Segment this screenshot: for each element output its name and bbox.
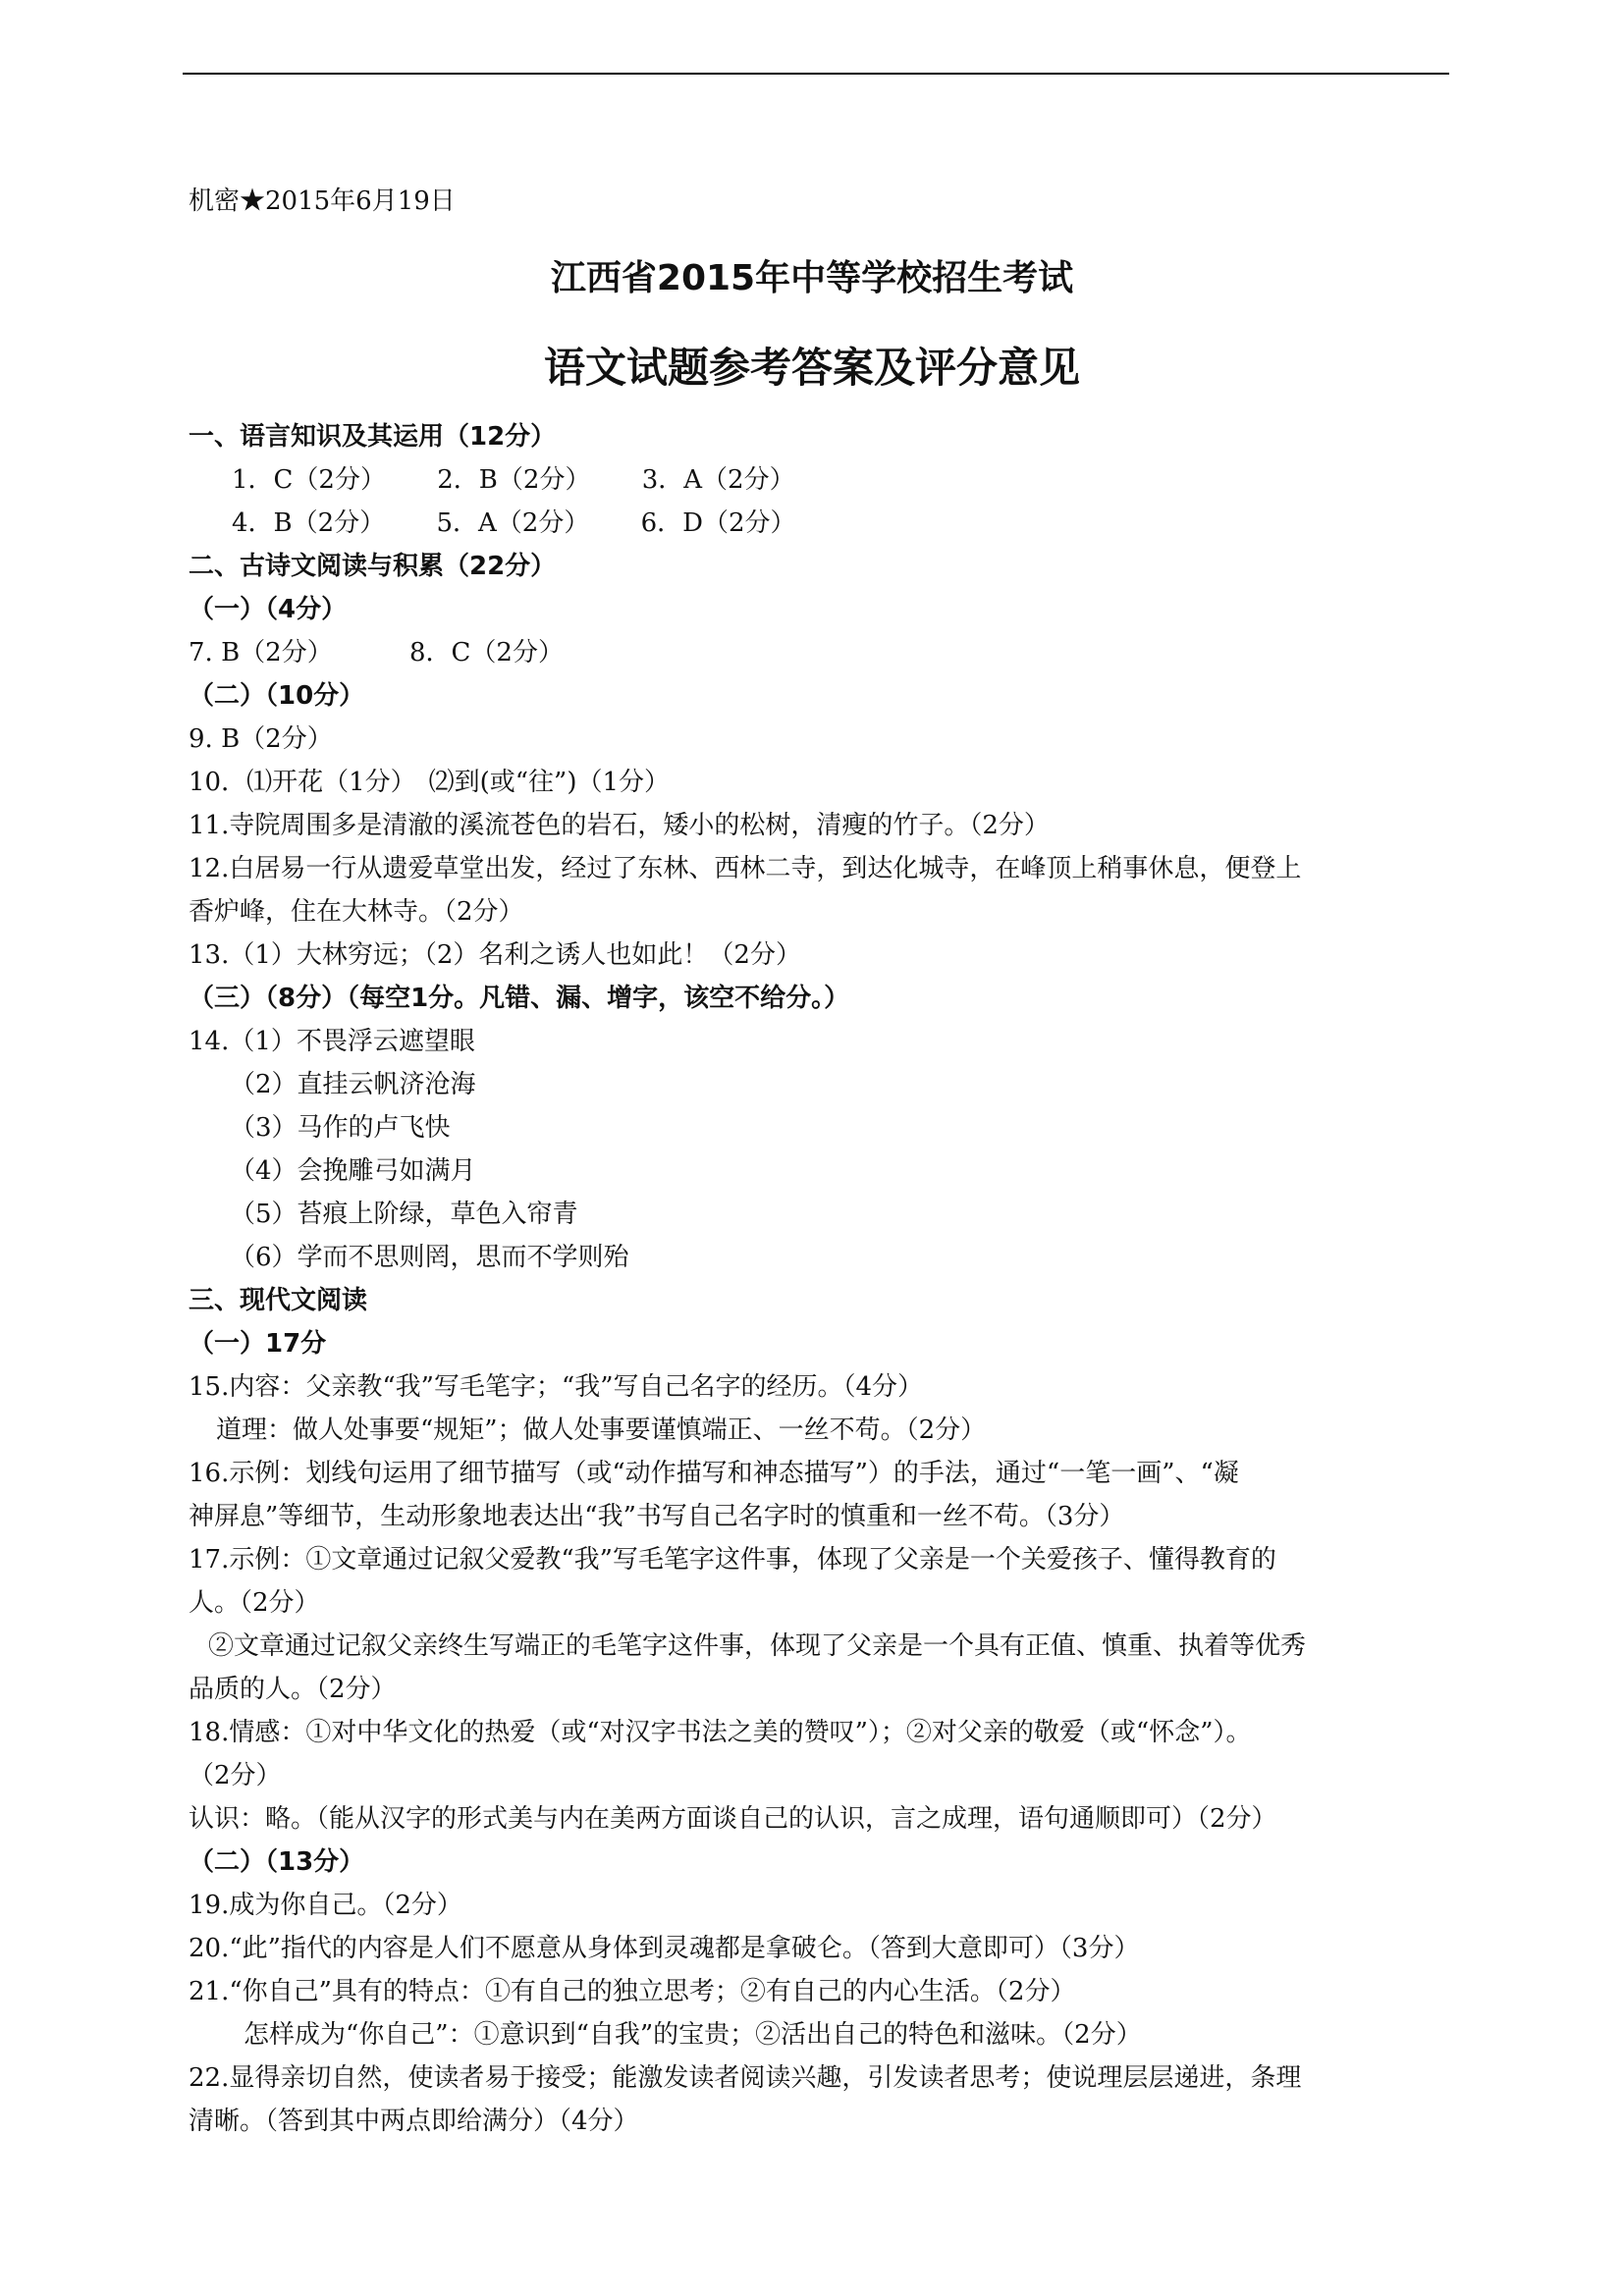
section-3-heading: 三、现代文阅读 xyxy=(189,1286,368,1315)
section-2-part-1: （一）（4分） xyxy=(189,595,348,624)
answer-q16-line-1: 16.示例：划线句运用了细节描写（或“动作描写和神态描写”）的手法，通过“一笔一画”、“凝 xyxy=(189,1459,1239,1488)
answer-q2: 2．B（2分） xyxy=(437,465,591,495)
section-3-part-2: （二）（13分） xyxy=(189,1847,365,1877)
answer-q5: 5．A（2分） xyxy=(436,508,590,538)
confidential-date: 机密★2015年6月19日 xyxy=(189,187,456,216)
section-2-part-2: （二）（10分） xyxy=(189,681,365,711)
answer-q10: 10．⑴开花（1分） ⑵到(或“往”)（1分） xyxy=(189,768,671,797)
answer-q1: 1．C（2分） xyxy=(232,465,386,495)
answer-q18-line-1: 18.情感：①对中华文化的热爱（或“对汉字书法之美的赞叹”）；②对父亲的敬爱（或“怀念”）。 xyxy=(189,1718,1252,1747)
answer-row-1 xyxy=(232,463,795,497)
answer-q6: 6．D（2分） xyxy=(640,508,796,538)
answer-q13: 13.（1）大林穷远；（2）名利之诱人也如此！（2分） xyxy=(189,940,801,970)
section-2-part-3: （三）（8分）（每空1分。凡错、漏、增字，该空不给分。） xyxy=(189,984,850,1013)
answer-q22-line-2: 清晰。（答到其中两点即给满分）（4分） xyxy=(189,2107,639,2136)
section-3-part-1: （一）17分 xyxy=(189,1329,327,1359)
exam-title: 江西省2015年中等学校招生考试 xyxy=(550,258,1074,298)
answer-q18-line-2: （2分） xyxy=(189,1761,282,1790)
answer-q17-line-3: ②文章通过记叙父亲终生写端正的毛笔字这件事，体现了父亲是一个具有正值、慎重、执着等优秀 xyxy=(208,1631,1307,1661)
answer-row-7-8 xyxy=(189,636,564,669)
answer-row-2 xyxy=(232,507,796,540)
answer-q15-principle: 道理：做人处事要“规矩”；做人处事要谨慎端正、一丝不苟。（2分） xyxy=(216,1415,987,1445)
answer-q3: 3．A（2分） xyxy=(641,465,795,495)
answer-q12-line-2: 香炉峰，住在大林寺。（2分） xyxy=(189,897,524,927)
answer-q14-1: 14.（1）不畏浮云遮望眼 xyxy=(189,1027,475,1056)
answer-q20: 20.“此”指代的内容是人们不愿意从身体到灵魂都是拿破仑。（答到大意即可）（3分） xyxy=(189,1934,1140,1963)
answer-q22-line-1: 22.显得亲切自然，使读者易于接受；能激发读者阅读兴趣，引发读者思考；使说理层层递进，条理 xyxy=(189,2063,1302,2093)
answer-q19: 19.成为你自己。（2分） xyxy=(189,1891,462,1920)
answer-q17-line-1: 17.示例：①文章通过记叙父爱教“我”写毛笔字这件事，体现了父亲是一个关爱孩子、懂得教育的 xyxy=(189,1545,1276,1575)
answer-q11: 11.寺院周围多是清澈的溪流苍色的岩石，矮小的松树，清瘦的竹子。（2分） xyxy=(189,811,1050,840)
answer-key-title: 语文试题参考答案及评分意见 xyxy=(543,344,1080,392)
answer-q16-line-2: 神屏息”等细节，生动形象地表达出“我”书写自己名字时的慎重和一丝不苟。（3分） xyxy=(189,1502,1125,1531)
answer-q21-line-2: 怎样成为“你自己”：①意识到“自我”的宝贵；②活出自己的特色和滋味。（2分） xyxy=(244,2020,1142,2050)
answer-q4: 4．B（2分） xyxy=(232,508,386,538)
answer-q21-line-1: 21.“你自己”具有的特点：①有自己的独立思考；②有自己的内心生活。（2分） xyxy=(189,1977,1076,2006)
section-2-heading: 二、古诗文阅读与积累（22分） xyxy=(189,552,557,581)
answer-q17-line-2: 人。（2分） xyxy=(189,1588,320,1618)
answer-q12-line-1: 12.白居易一行从遗爱草堂出发，经过了东林、西林二寺，到达化城寺，在峰顶上稍事休息，便登上 xyxy=(189,854,1302,883)
answer-q14-6: （6）学而不思则罔，思而不学则殆 xyxy=(230,1243,629,1272)
answer-q18-line-3: 认识：略。（能从汉字的形式美与内在美两方面谈自己的认识，言之成理，语句通顺即可）（2分） xyxy=(189,1804,1277,1834)
answer-q14-2: （2）直挂云帆济沧海 xyxy=(230,1070,476,1099)
top-rule xyxy=(183,73,1449,75)
answer-q17-line-4: 品质的人。（2分） xyxy=(189,1675,397,1704)
answer-q14-4: （4）会挽雕弓如满月 xyxy=(230,1156,476,1186)
answer-q8: 8．C（2分） xyxy=(409,638,564,667)
answer-q7: 7. B（2分） xyxy=(189,638,333,667)
answer-q14-3: （3）马作的卢飞快 xyxy=(230,1113,451,1143)
answer-q14-5: （5）苔痕上阶绿，草色入帘青 xyxy=(230,1200,578,1229)
section-1-heading: 一、语言知识及其运用（12分） xyxy=(189,422,557,452)
answer-q9: 9. B（2分） xyxy=(189,724,333,754)
answer-q15-content: 15.内容：父亲教“我”写毛笔字；“我”写自己名字的经历。（4分） xyxy=(189,1372,924,1402)
